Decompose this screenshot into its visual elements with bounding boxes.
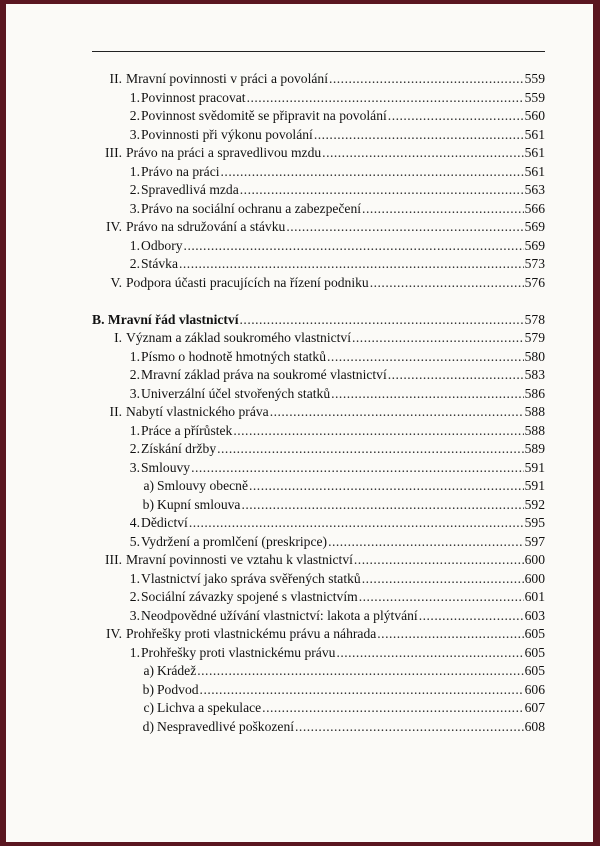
toc-entry-page-number: 576 xyxy=(524,274,545,290)
dot-leader xyxy=(295,718,524,737)
toc-entry-number: 1. xyxy=(129,237,140,253)
toc-entry-page-number: 605 xyxy=(524,626,545,641)
toc-entry xyxy=(92,607,545,626)
toc-entry-title: B. Mravní řád vlastnictví xyxy=(92,311,239,327)
toc-entry xyxy=(92,718,545,737)
dot-leader xyxy=(286,218,523,237)
toc-entry-page-number: 561 xyxy=(524,145,545,160)
dot-leader xyxy=(336,644,523,663)
toc-entry-number: II. xyxy=(109,71,122,86)
toc-entry-title: Odbory xyxy=(141,237,183,253)
toc-entry-page-number: 569 xyxy=(524,219,545,234)
toc-entry-number: 1. xyxy=(129,163,140,179)
toc-entry-number: III. xyxy=(105,552,122,567)
dot-leader xyxy=(329,70,524,89)
dot-leader xyxy=(359,588,524,607)
toc-entry-page-number: 580 xyxy=(524,348,545,364)
toc-entry xyxy=(92,385,545,404)
toc-entry-page-number: 589 xyxy=(524,441,545,456)
toc-entry-page-number: 573 xyxy=(524,256,545,271)
dot-leader xyxy=(270,403,524,422)
toc-entry-title: Vydržení a promlčení (preskripce) xyxy=(141,533,328,549)
dot-leader xyxy=(377,625,523,644)
toc-entry-page-number: 588 xyxy=(524,422,545,438)
toc-entry-page-number: 591 xyxy=(524,478,545,493)
dot-leader xyxy=(352,329,524,348)
toc-entry-title: Neodpovědné užívání vlastnictví: lakota a plýtvání xyxy=(141,607,418,623)
toc-entry-title: Povinnosti při výkonu povolání xyxy=(141,126,313,142)
toc-entry-page-number: 608 xyxy=(524,718,545,734)
toc-entry xyxy=(92,533,545,552)
toc-entry-page-number: 591 xyxy=(524,459,545,475)
toc-entry-number: 3. xyxy=(129,200,140,216)
dot-leader xyxy=(240,311,524,330)
toc-entry xyxy=(92,311,545,330)
toc-entry xyxy=(92,551,545,570)
toc-entry-number: a) xyxy=(143,478,154,493)
dot-leader xyxy=(200,681,524,700)
toc-entry-title: Krádež xyxy=(157,663,197,678)
toc-entry-title: Právo na sdružování a stávku xyxy=(126,219,286,234)
toc-entry-page-number: 603 xyxy=(524,607,545,623)
toc-entry-page-number: 578 xyxy=(524,311,545,327)
toc-entry xyxy=(92,681,545,700)
toc-entry xyxy=(92,625,545,644)
dot-leader xyxy=(362,570,524,589)
toc-entry xyxy=(92,163,545,182)
toc-entry xyxy=(92,107,545,126)
toc-entry-page-number: 569 xyxy=(524,237,545,253)
toc-entry xyxy=(92,440,545,459)
dot-leader xyxy=(362,200,524,219)
toc-entry-title: Univerzální účel stvořených statků xyxy=(141,385,331,401)
toc-entry-number: 1. xyxy=(129,570,140,586)
toc-entry-number: 1. xyxy=(129,89,140,105)
toc-entry xyxy=(92,422,545,441)
toc-entry xyxy=(92,588,545,607)
toc-entry xyxy=(92,662,545,681)
toc-entry-page-number: 601 xyxy=(524,589,545,604)
dot-leader xyxy=(197,662,523,681)
toc-entry-number: 2. xyxy=(129,182,140,197)
dot-leader xyxy=(388,107,524,126)
toc-entry-page-number: 606 xyxy=(524,681,545,697)
dot-leader xyxy=(189,514,524,533)
toc-entry-number: II. xyxy=(109,404,122,419)
toc-entry-page-number: 595 xyxy=(524,515,545,530)
toc-entry-number: 2. xyxy=(129,441,140,456)
toc-entry-number: d) xyxy=(142,718,154,734)
toc-entry-title: Podpora účasti pracujících na řízení podniku xyxy=(126,274,369,290)
toc-entry-title: Smlouvy obecně xyxy=(157,478,248,493)
toc-entry xyxy=(92,477,545,496)
toc-entry-title: Povinnost svědomitě se připravit na povolání xyxy=(141,108,387,123)
dot-leader xyxy=(331,385,523,404)
top-rule xyxy=(92,51,545,52)
toc-entry-title: Mravní základ práva na soukromé vlastnictví xyxy=(141,367,387,382)
toc-entry-title: Prohřešky proti vlastnickému právu a náhrada xyxy=(126,626,377,641)
toc-entry-number: III. xyxy=(105,145,122,160)
dot-leader xyxy=(184,237,524,256)
toc-entry-number: IV. xyxy=(106,219,122,234)
toc-entry-title: Nabytí vlastnického práva xyxy=(126,404,269,419)
toc-entry xyxy=(92,644,545,663)
toc-entry-number: I. xyxy=(114,330,122,345)
toc-entry-title: Právo na práci a spravedlivou mzdu xyxy=(126,145,322,160)
toc-entry xyxy=(92,699,545,718)
toc-entry-page-number: 592 xyxy=(524,496,545,512)
dot-leader xyxy=(262,699,523,718)
toc-entry xyxy=(92,126,545,145)
toc-entry xyxy=(92,514,545,533)
toc-entry-number: 2. xyxy=(129,108,140,123)
toc-entry xyxy=(92,237,545,256)
toc-entry-title: Mravní povinnosti v práci a povolání xyxy=(126,71,328,86)
toc-entry xyxy=(92,218,545,237)
toc-entry-page-number: 560 xyxy=(524,108,545,123)
dot-leader xyxy=(247,89,524,108)
toc-entry xyxy=(92,570,545,589)
toc-entry-page-number: 583 xyxy=(524,367,545,382)
toc-entry-page-number: 561 xyxy=(524,126,545,142)
toc-entry-number: c) xyxy=(143,700,154,715)
toc-entry-number: 3. xyxy=(129,459,140,475)
toc-entry-number: b) xyxy=(142,681,154,697)
toc-entry-title: Smlouvy xyxy=(141,459,191,475)
toc-entry-number: 2. xyxy=(129,589,140,604)
toc-entry-page-number: 559 xyxy=(524,89,545,105)
toc-entry-title: Spravedlivá mzda xyxy=(141,182,239,197)
toc-entry-number: 3. xyxy=(129,607,140,623)
dot-leader xyxy=(240,181,524,200)
dot-leader xyxy=(241,496,523,515)
toc-entry-number: b) xyxy=(142,496,154,512)
toc-entry-title: Kupní smlouva xyxy=(157,496,241,512)
dot-leader xyxy=(419,607,524,626)
toc-entry-page-number: 600 xyxy=(524,570,545,586)
dot-leader xyxy=(322,144,523,163)
toc-entry-title: Povinnost pracovat xyxy=(141,89,246,105)
toc-entry-title: Prohřešky proti vlastnickému právu xyxy=(141,644,336,660)
toc-entry-title: Vlastnictví jako správa svěřených statků xyxy=(141,570,361,586)
dot-leader xyxy=(370,274,524,293)
toc-entry-number: 2. xyxy=(129,367,140,382)
dot-leader xyxy=(249,477,524,496)
toc-entry-number: 1. xyxy=(129,644,140,660)
dot-leader xyxy=(388,366,524,385)
toc-entry-page-number: 605 xyxy=(524,644,545,660)
toc-entry xyxy=(92,70,545,89)
toc-entry xyxy=(92,89,545,108)
toc-entry-number: 5. xyxy=(129,533,140,549)
toc-entry xyxy=(92,403,545,422)
toc-entry-number: 2. xyxy=(129,256,140,271)
toc-entry-number: 3. xyxy=(129,126,140,142)
dot-leader xyxy=(233,422,523,441)
toc-entry-page-number: 563 xyxy=(524,182,545,197)
dot-leader xyxy=(314,126,524,145)
toc-entry xyxy=(92,496,545,515)
toc-entry-number: 1. xyxy=(129,348,140,364)
toc-entry-title: Písmo o hodnotě hmotných statků xyxy=(141,348,327,364)
toc-entry-page-number: 607 xyxy=(524,700,545,715)
toc-entry-number: 3. xyxy=(129,385,140,401)
toc-entry-page-number: 586 xyxy=(524,385,545,401)
toc-entry-title: Stávka xyxy=(141,256,178,271)
toc-entry-page-number: 605 xyxy=(524,663,545,678)
toc-entry xyxy=(92,366,545,385)
dot-leader xyxy=(328,533,524,552)
toc-entry-number: a) xyxy=(143,663,154,678)
toc-entry xyxy=(92,181,545,200)
toc-entry xyxy=(92,200,545,219)
toc-entry xyxy=(92,144,545,163)
toc-entry-title: Sociální závazky spojené s vlastnictvím xyxy=(141,589,358,604)
dot-leader xyxy=(179,255,524,274)
toc-entry xyxy=(92,459,545,478)
dot-leader xyxy=(327,348,524,367)
toc-entry-number: IV. xyxy=(106,626,122,641)
toc-entry-title: Podvod xyxy=(157,681,199,697)
toc-entry-title: Lichva a spekulace xyxy=(157,700,262,715)
toc-entry-title: Získání držby xyxy=(141,441,217,456)
toc-entry-title: Právo na sociální ochranu a zabezpečení xyxy=(141,200,362,216)
toc-entry-page-number: 566 xyxy=(524,200,545,216)
toc-entry-number: 4. xyxy=(129,515,140,530)
dot-leader xyxy=(191,459,524,478)
toc-entry-title: Mravní povinnosti ve vztahu k vlastnictví xyxy=(126,552,353,567)
toc-entry-page-number: 600 xyxy=(524,552,545,567)
toc-entry-title: Nespravedlivé poškození xyxy=(157,718,295,734)
toc-entry-page-number: 579 xyxy=(524,330,545,345)
toc-entry-title: Význam a základ soukromého vlastnictví xyxy=(126,330,351,345)
dot-leader xyxy=(217,440,523,459)
toc-entry-title: Právo na práci xyxy=(141,163,220,179)
toc-entry xyxy=(92,274,545,293)
dot-leader xyxy=(221,163,524,182)
toc-entry xyxy=(92,329,545,348)
dot-leader xyxy=(354,551,524,570)
toc-entry-number: V. xyxy=(110,274,122,290)
book-page xyxy=(6,4,593,842)
toc-entry xyxy=(92,255,545,274)
toc-entry-page-number: 561 xyxy=(524,163,545,179)
toc-entry-page-number: 597 xyxy=(524,533,545,549)
toc-entry-number: 1. xyxy=(129,422,140,438)
toc-entry-page-number: 588 xyxy=(524,404,545,419)
toc-entry-title: Dědictví xyxy=(141,515,188,530)
toc-entry-title: Práce a přírůstek xyxy=(141,422,233,438)
toc-entry-page-number: 559 xyxy=(524,71,545,86)
table-of-contents xyxy=(92,70,545,736)
toc-entry xyxy=(92,348,545,367)
